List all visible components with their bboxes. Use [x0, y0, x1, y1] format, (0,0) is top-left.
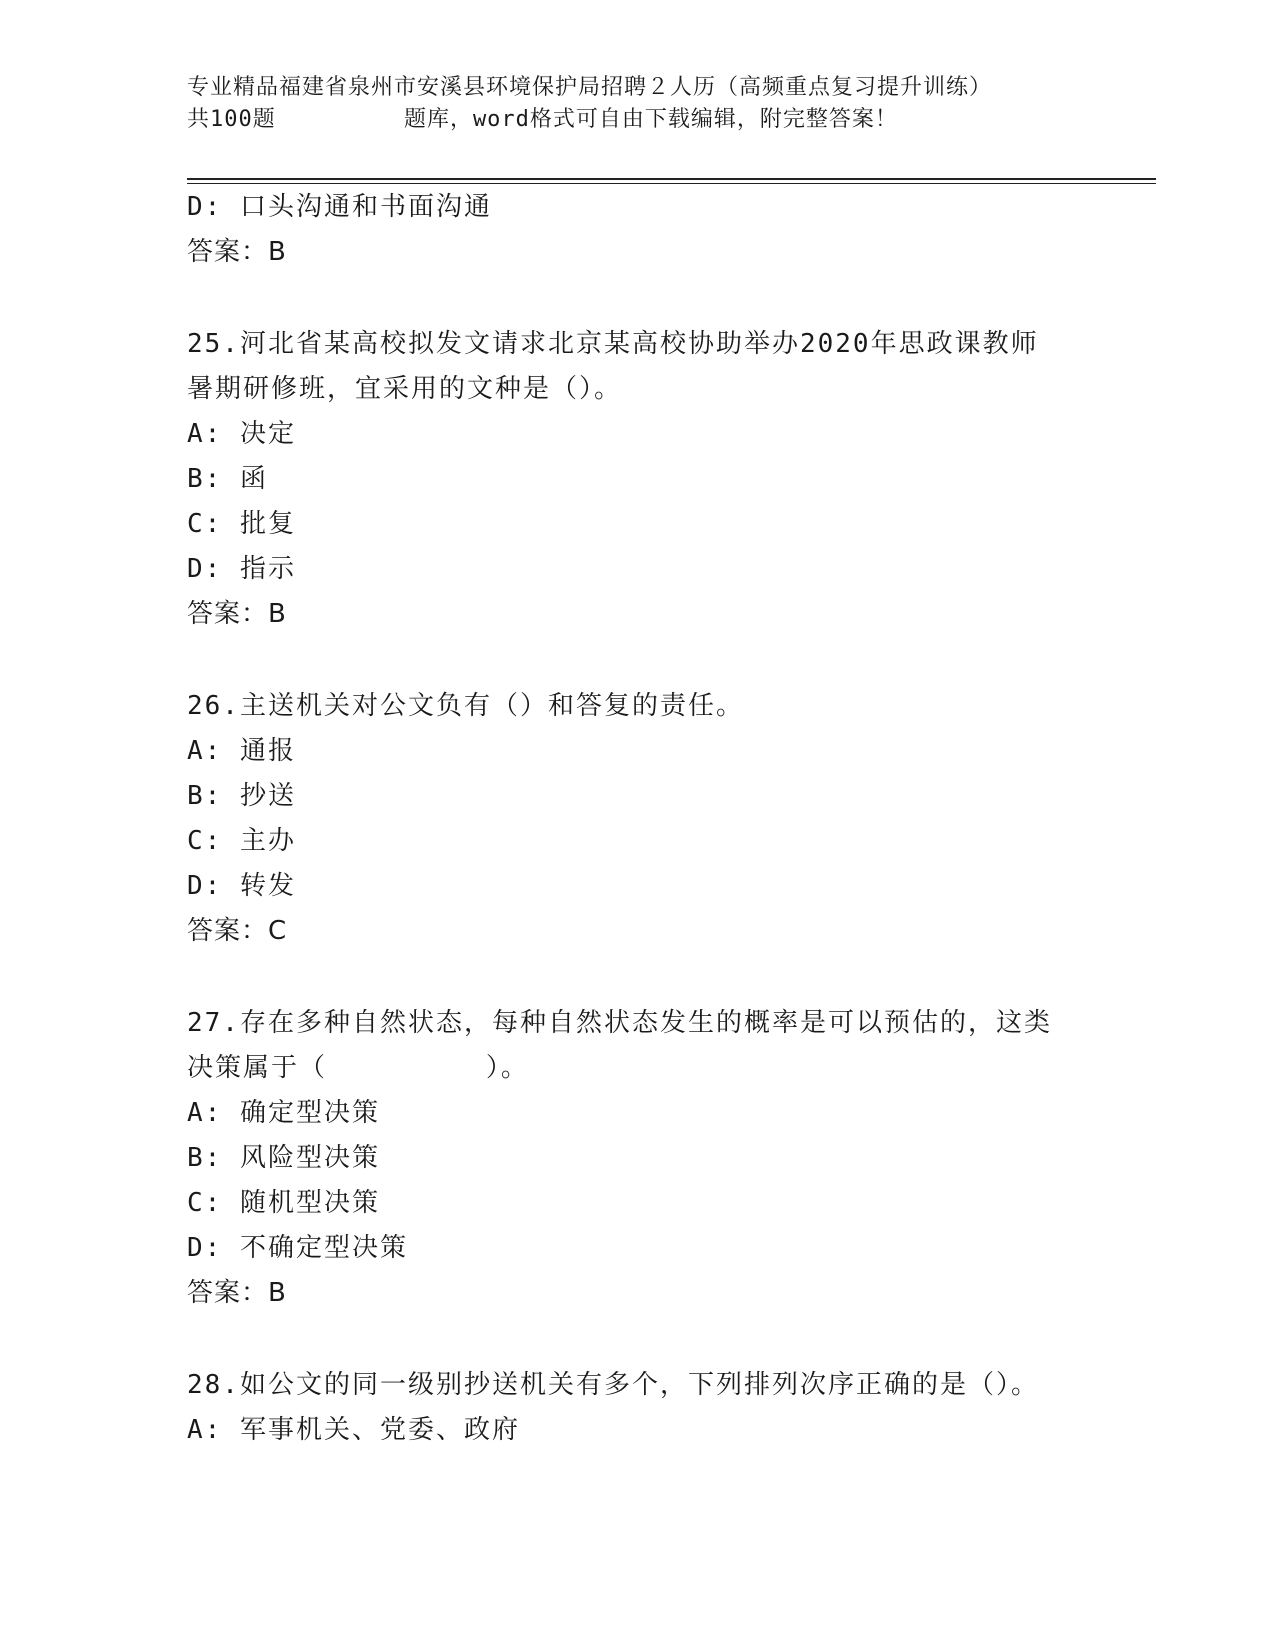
- question-27: [187, 1001, 1087, 1316]
- prev-option-d: D: 口头沟通和书面沟通: [187, 192, 492, 222]
- header-divider-thick: [187, 178, 1156, 180]
- question-stem-line: 25.河北省某高校拟发文请求北京某高校协助举办2020年思政课教师: [187, 329, 1039, 359]
- option-d: D: 不确定型决策: [187, 1233, 408, 1263]
- question-stem-line: 暑期研修班，宜采用的文种是（）。: [187, 374, 623, 404]
- option-a: A: 决定: [187, 419, 296, 449]
- option-c: C: 批复: [187, 509, 296, 539]
- question-list: [187, 185, 1087, 1453]
- header-line-1: 专业精品福建省泉州市安溪县环境保护局招聘２人历（高频重点复习提升训练）: [187, 75, 993, 100]
- header-divider-thin: [187, 183, 1156, 184]
- option-b: B: 风险型决策: [187, 1143, 380, 1173]
- prev-answer: 答案：B: [187, 237, 287, 267]
- option-b: B: 抄送: [187, 781, 296, 811]
- option-d: D: 指示: [187, 554, 296, 584]
- option-a: A: 确定型决策: [187, 1098, 380, 1128]
- question-28: [187, 1363, 1087, 1453]
- option-b: B: 函: [187, 464, 268, 494]
- question-25: [187, 322, 1087, 637]
- option-c: C: 主办: [187, 826, 296, 856]
- document-header: [187, 72, 1087, 136]
- option-d: D: 转发: [187, 871, 296, 901]
- question-26: [187, 684, 1087, 954]
- option-a: A: 通报: [187, 736, 296, 766]
- question-stem-line: 26.主送机关对公文负有（）和答复的责任。: [187, 691, 744, 721]
- answer: 答案：B: [187, 1278, 287, 1308]
- option-a: A: 军事机关、党委、政府: [187, 1415, 520, 1445]
- question-stem-line: 28.如公文的同一级别抄送机关有多个，下列排列次序正确的是（）。: [187, 1370, 1039, 1400]
- question-stem-line: 决策属于（ ）。: [187, 1053, 529, 1083]
- question-stem-line: 27.存在多种自然状态，每种自然状态发生的概率是可以预估的，这类: [187, 1008, 1052, 1038]
- answer: 答案：C: [187, 916, 288, 946]
- header-line-2: 共100题 题库，word格式可自由下载编辑，附完整答案！: [187, 107, 898, 132]
- answer: 答案：B: [187, 599, 287, 629]
- option-c: C: 随机型决策: [187, 1188, 380, 1218]
